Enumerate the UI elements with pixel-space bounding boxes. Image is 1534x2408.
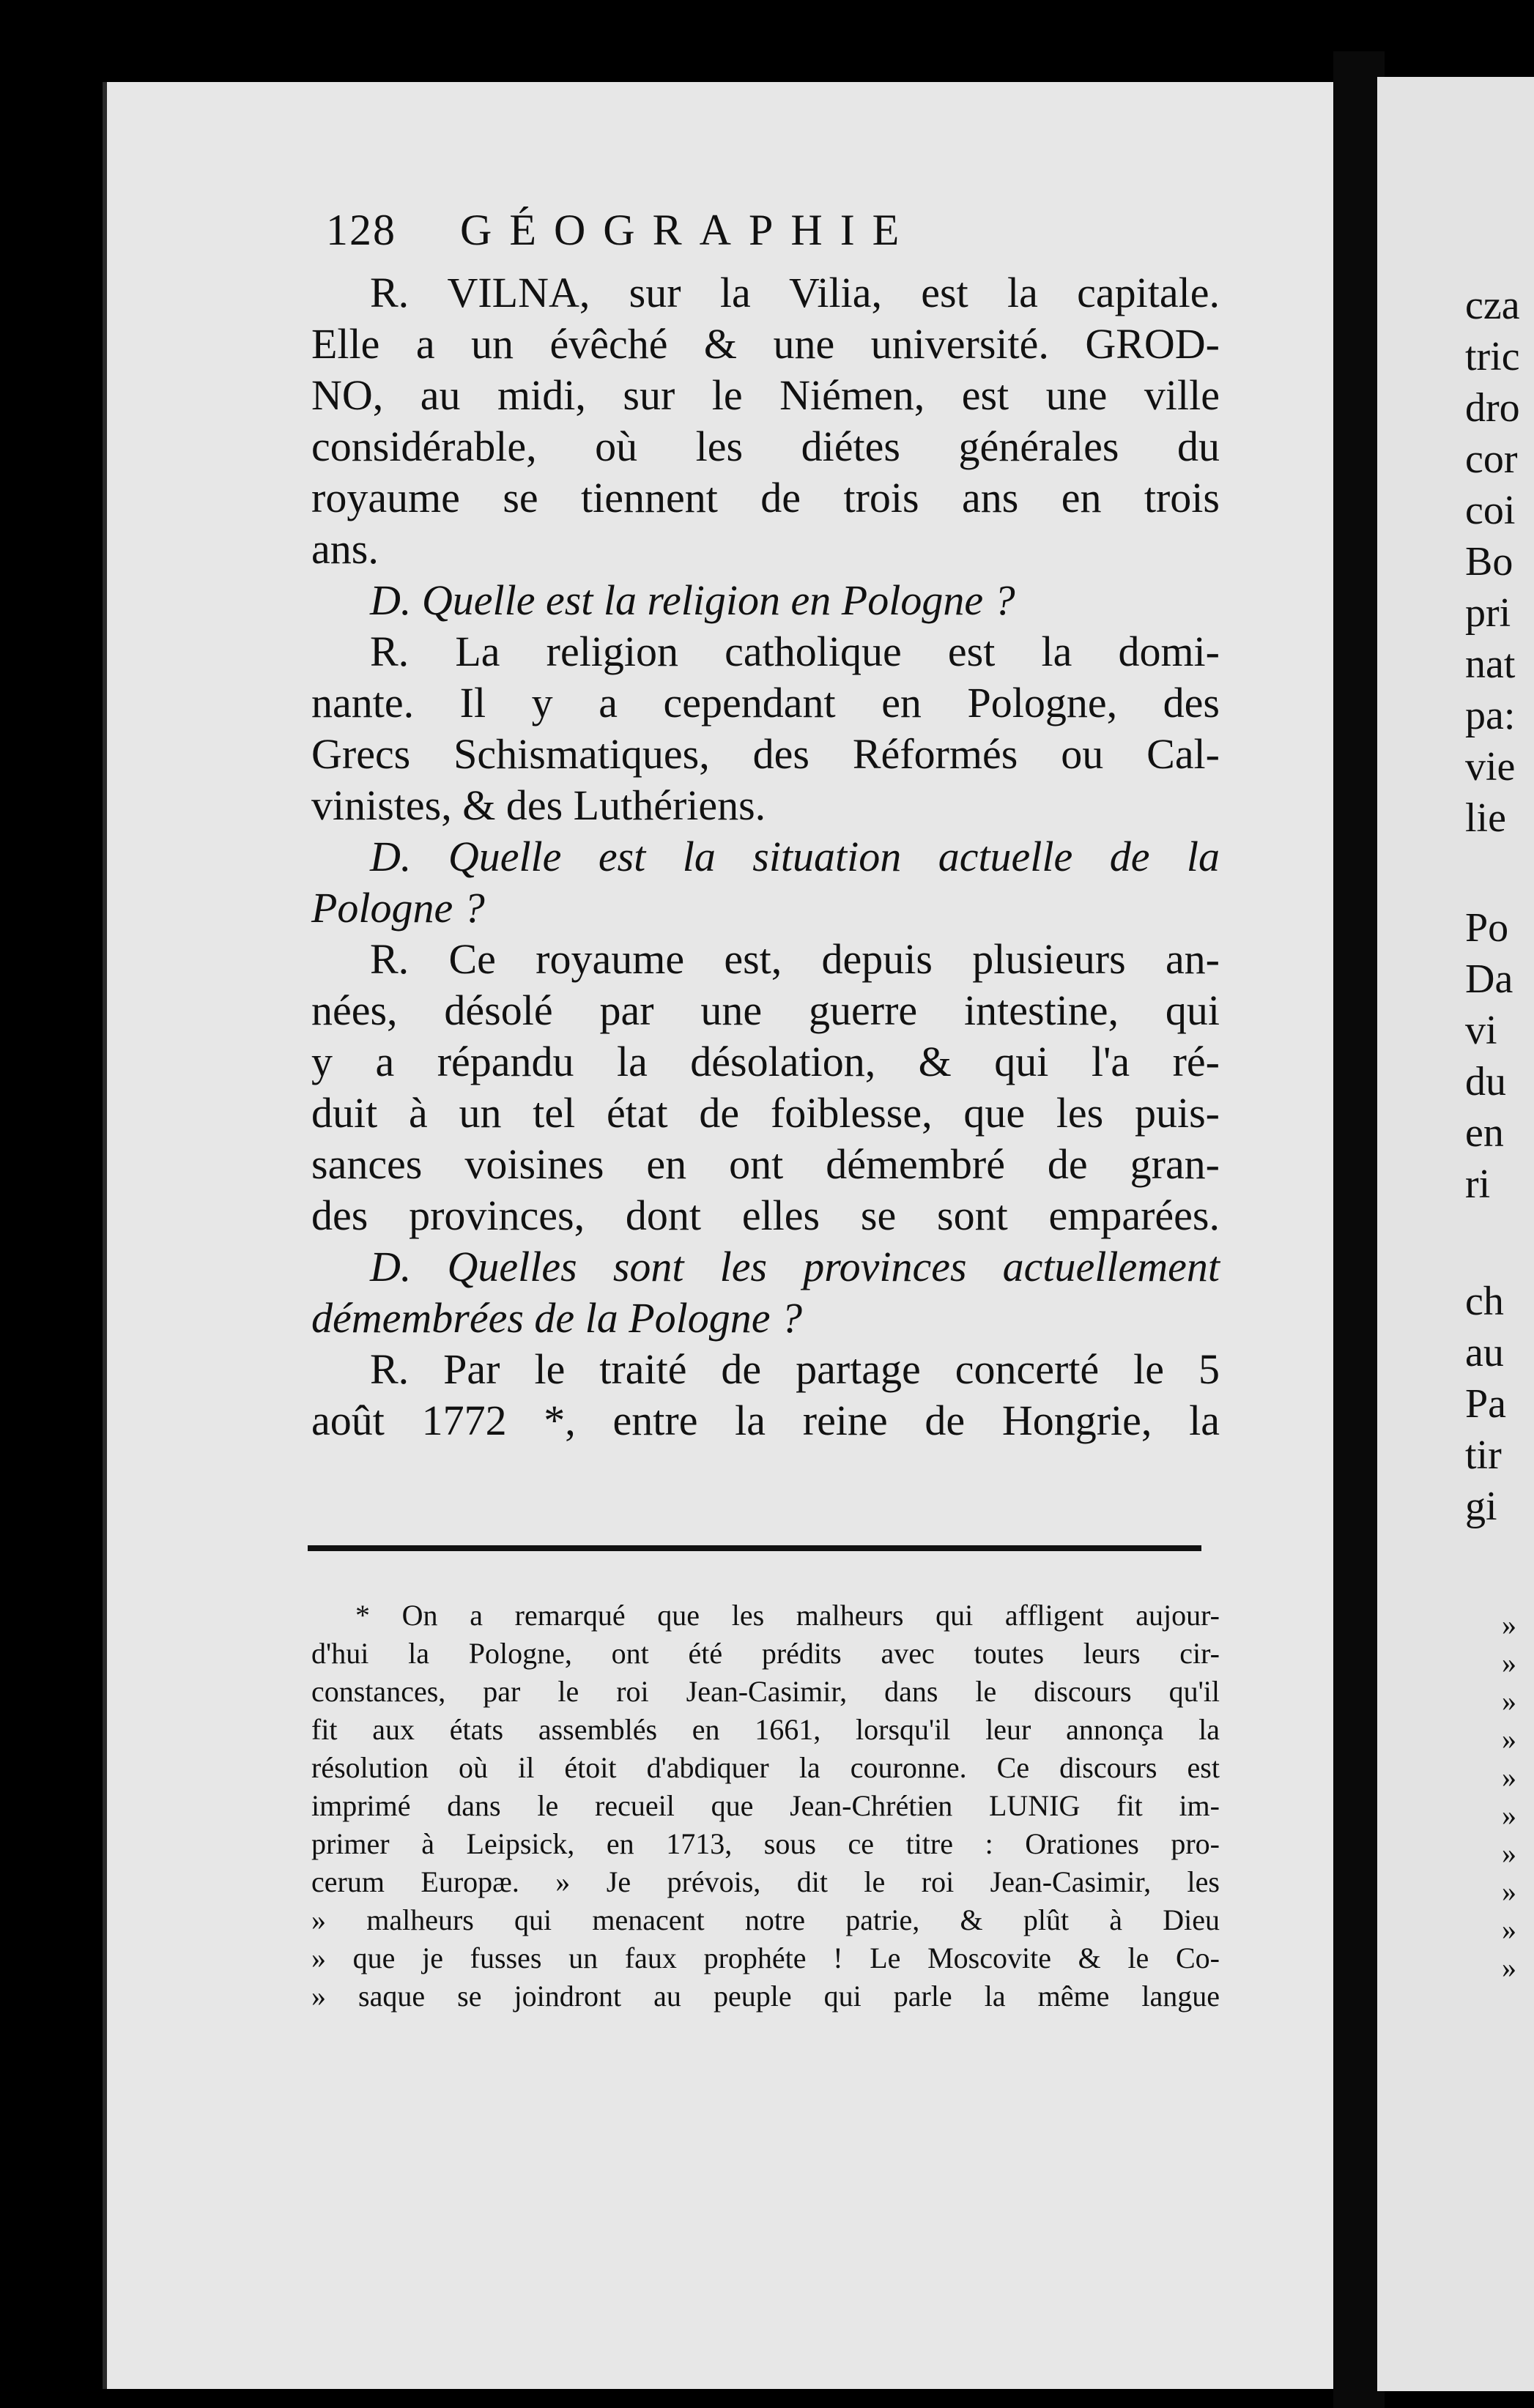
footnote-line: résolution où il étoit d'abdiquer la couronne. Ce discours est [311, 1751, 1220, 1784]
next-page-fragment: au [1465, 1330, 1504, 1375]
next-page-quote: » [1502, 1837, 1516, 1870]
next-page-quote: » [1502, 1761, 1516, 1794]
text-line: août 1772 *, entre la reine de Hongrie, la [311, 1397, 1220, 1444]
text-line: considérable, où les diétes générales du [311, 423, 1220, 470]
text-line: ans. [311, 525, 379, 573]
text-line: sances voisines en ont démembré de gran- [311, 1140, 1220, 1188]
text-line: duit à un tel état de foiblesse, que les puis- [311, 1089, 1220, 1137]
text-line: R. La religion catholique est la domi- [370, 628, 1220, 675]
text-line: vinistes, & des Luthériens. [311, 781, 766, 829]
footnote-line: » malheurs qui menacent notre patrie, & plût à Dieu [311, 1903, 1220, 1936]
next-page-fragment: Pa [1465, 1381, 1506, 1427]
text-line: R. VILNA, sur la Vilia, est la capitale. [370, 269, 1220, 316]
next-page-quote: » [1502, 1799, 1516, 1832]
next-page-fragment: vie [1465, 744, 1516, 789]
footnote-line: * On a remarqué que les malheurs qui affligent aujour- [355, 1599, 1220, 1632]
text-line: y a répandu la désolation, & qui l'a ré- [311, 1038, 1220, 1085]
next-page-fragment: du [1465, 1059, 1506, 1104]
next-page-fragment: dro [1465, 385, 1520, 431]
next-page-fragment: pri [1465, 590, 1511, 636]
footnote-line: » que je fusses un faux prophéte ! Le Moscovite & le Co- [311, 1941, 1220, 1974]
next-page-fragment: coi [1465, 488, 1516, 533]
next-page-fragment: cza [1465, 283, 1520, 328]
next-page-quote: » [1502, 1723, 1516, 1755]
text-line: nante. Il y a cependant en Pologne, des [311, 679, 1220, 727]
next-page-fragment: pa: [1465, 693, 1516, 738]
next-page-fragment: gi [1465, 1484, 1497, 1529]
next-page-fragment: tric [1465, 334, 1520, 379]
footnote-line: d'hui la Pologne, ont été prédits avec toutes leurs cir- [311, 1637, 1220, 1670]
text-line: R. Par le traité de partage concerté le 5 [370, 1345, 1220, 1393]
footnote-line: constances, par le roi Jean-Casimir, dans le discours qu'il [311, 1675, 1220, 1708]
next-page-quote: » [1502, 1646, 1516, 1679]
next-page-quote: » [1502, 1951, 1516, 1984]
next-page-fragment: Po [1465, 905, 1509, 951]
question-line: D. Quelle est la situation actuelle de la [370, 833, 1220, 880]
running-title: GÉOGRAPHIE [460, 206, 917, 254]
main-text [311, 267, 1220, 1446]
page-number: 128 [326, 206, 396, 254]
footnote [311, 1597, 1220, 2015]
next-page-quote: » [1502, 1684, 1516, 1717]
text-line: Grecs Schismatiques, des Réformés ou Cal- [311, 730, 1220, 778]
text-line: nées, désolé par une guerre intestine, qui [311, 986, 1220, 1034]
next-page-fragment: Bo [1465, 539, 1513, 584]
next-page-fragment: Da [1465, 956, 1513, 1002]
next-page-fragment: en [1465, 1110, 1504, 1156]
text-line: R. Ce royaume est, depuis plusieurs an- [370, 935, 1220, 983]
next-page-fragment: ri [1465, 1162, 1491, 1207]
next-page-fragment: cor [1465, 436, 1518, 482]
next-page-fragment: tir [1465, 1432, 1502, 1478]
text-line: royaume se tiennent de trois ans en trois [311, 474, 1220, 521]
text-line: Elle a un évêché & une université. GROD- [311, 320, 1220, 368]
question-line: Pologne ? [311, 884, 485, 932]
question-line: D. Quelle est la religion en Pologne ? [370, 576, 1015, 624]
footnote-line: cerum Europæ. » Je prévois, dit le roi Jean-Casimir, les [311, 1865, 1220, 1898]
running-header [326, 205, 916, 256]
next-page-fragment: ch [1465, 1279, 1504, 1324]
footnote-line: primer à Leipsick, en 1713, sous ce titre : Orationes pro- [311, 1827, 1220, 1860]
question-line: démembrées de la Pologne ? [311, 1294, 803, 1342]
footnote-line: fit aux états assemblés en 1661, lorsqu'il leur annonça la [311, 1713, 1220, 1746]
next-page-fragment: lie [1465, 795, 1506, 841]
question-line: D. Quelles sont les provinces actuellement [370, 1243, 1220, 1290]
text-line: NO, au midi, sur le Niémen, est une ville [311, 371, 1220, 419]
next-page-quote: » [1502, 1608, 1516, 1641]
footnote-line: » saque se joindront au peuple qui parle la même langue [311, 1980, 1220, 2013]
footnote-line: imprimé dans le recueil que Jean-Chrétien LUNIG fit im- [311, 1789, 1220, 1822]
next-page-quote: » [1502, 1875, 1516, 1908]
next-page-fragment: nat [1465, 642, 1516, 687]
footnote-rule [308, 1545, 1201, 1551]
next-page-fragment: vi [1465, 1008, 1497, 1053]
next-page-quote: » [1502, 1913, 1516, 1946]
text-line: des provinces, dont elles se sont emparées. [311, 1192, 1220, 1239]
